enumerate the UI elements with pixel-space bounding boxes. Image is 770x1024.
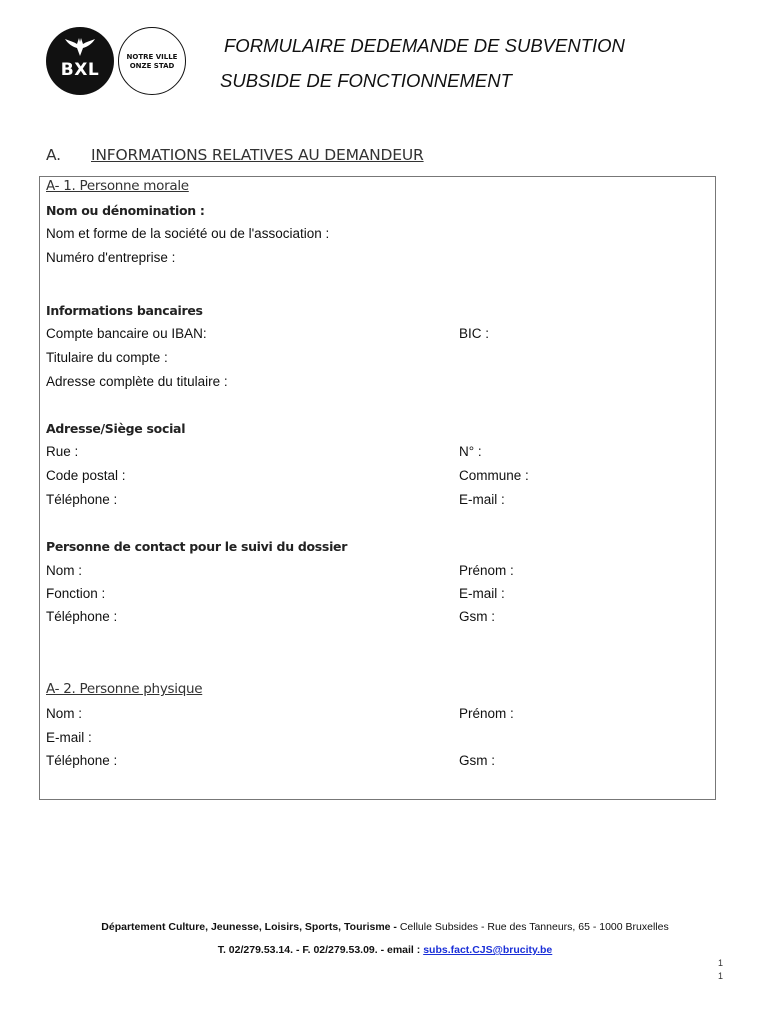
postal-code-label: Code postal :	[46, 468, 126, 483]
section-heading	[46, 146, 726, 164]
iban-label: Compte bancaire ou IBAN:	[46, 326, 207, 341]
contact-firstname-label: Prénom :	[459, 563, 514, 578]
contact-phone-label: Téléphone :	[46, 609, 118, 624]
bxl-logo-badge	[46, 27, 114, 95]
physique-firstname-label: Prénom :	[459, 706, 514, 721]
contact-gsm-label: Gsm :	[459, 609, 495, 624]
bird-icon	[64, 36, 96, 58]
contact-email-label: E-mail :	[459, 586, 505, 601]
denomination-label: Nom ou dénomination :	[46, 203, 205, 218]
contact-heading: Personne de contact pour le suivi du dossier	[46, 539, 348, 554]
bic-label: BIC :	[459, 326, 490, 341]
section-letter: A.	[46, 146, 61, 164]
physique-email-label: E-mail :	[46, 730, 92, 745]
footer-contact	[0, 944, 770, 956]
footer-phones: T. 02/279.53.14. - F. 02/279.53.09. - email :	[217, 944, 424, 956]
section-title: INFORMATIONS RELATIVES AU DEMANDEUR	[91, 146, 424, 164]
city-logo	[46, 27, 188, 95]
company-form-label: Nom et forme de la société ou de l'association :	[46, 226, 330, 241]
account-holder-label: Titulaire du compte :	[46, 350, 168, 365]
contact-name-label: Nom :	[46, 563, 83, 578]
morale-heading: A- 1. Personne morale	[46, 178, 189, 194]
form-title: FORMULAIRE DEDEMANDE DE SUBVENTION	[224, 35, 625, 56]
footer-address	[0, 921, 770, 933]
physique-heading: A- 2. Personne physique	[46, 681, 203, 697]
commune-label: Commune :	[459, 468, 529, 483]
slogan-badge	[118, 27, 186, 95]
footer-department: Département Culture, Jeunesse, Loisirs, Sports, Tourisme -	[101, 921, 397, 933]
physique-name-label: Nom :	[46, 706, 83, 721]
physique-gsm-label: Gsm :	[459, 753, 495, 768]
form-subtitle: SUBSIDE DE FONCTIONNEMENT	[220, 70, 512, 91]
footer-email-link[interactable]: subs.fact.CJS@brucity.be	[423, 944, 553, 956]
slogan-line1: NOTRE VILLE	[126, 53, 178, 61]
holder-address-label: Adresse complète du titulaire :	[46, 374, 228, 389]
bank-heading: Informations bancaires	[46, 303, 203, 318]
page-mark-2: 1	[718, 971, 724, 981]
address-heading: Adresse/Siège social	[46, 421, 186, 436]
bxl-brand-text: BXL	[60, 60, 100, 80]
applicant-form-box	[39, 176, 716, 800]
address-phone-label: Téléphone :	[46, 492, 118, 507]
footer-cell-address: Cellule Subsides - Rue des Tanneurs, 65 - 1000 Bruxelles	[396, 921, 669, 933]
enterprise-number-label: Numéro d'entreprise :	[46, 250, 176, 265]
address-email-label: E-mail :	[459, 492, 505, 507]
page-mark-1: 1	[718, 958, 724, 968]
physique-phone-label: Téléphone :	[46, 753, 118, 768]
street-label: Rue :	[46, 444, 79, 459]
contact-function-label: Fonction :	[46, 586, 106, 601]
street-number-label: N° :	[459, 444, 482, 459]
slogan-line2: ONZE STAD	[129, 62, 175, 70]
